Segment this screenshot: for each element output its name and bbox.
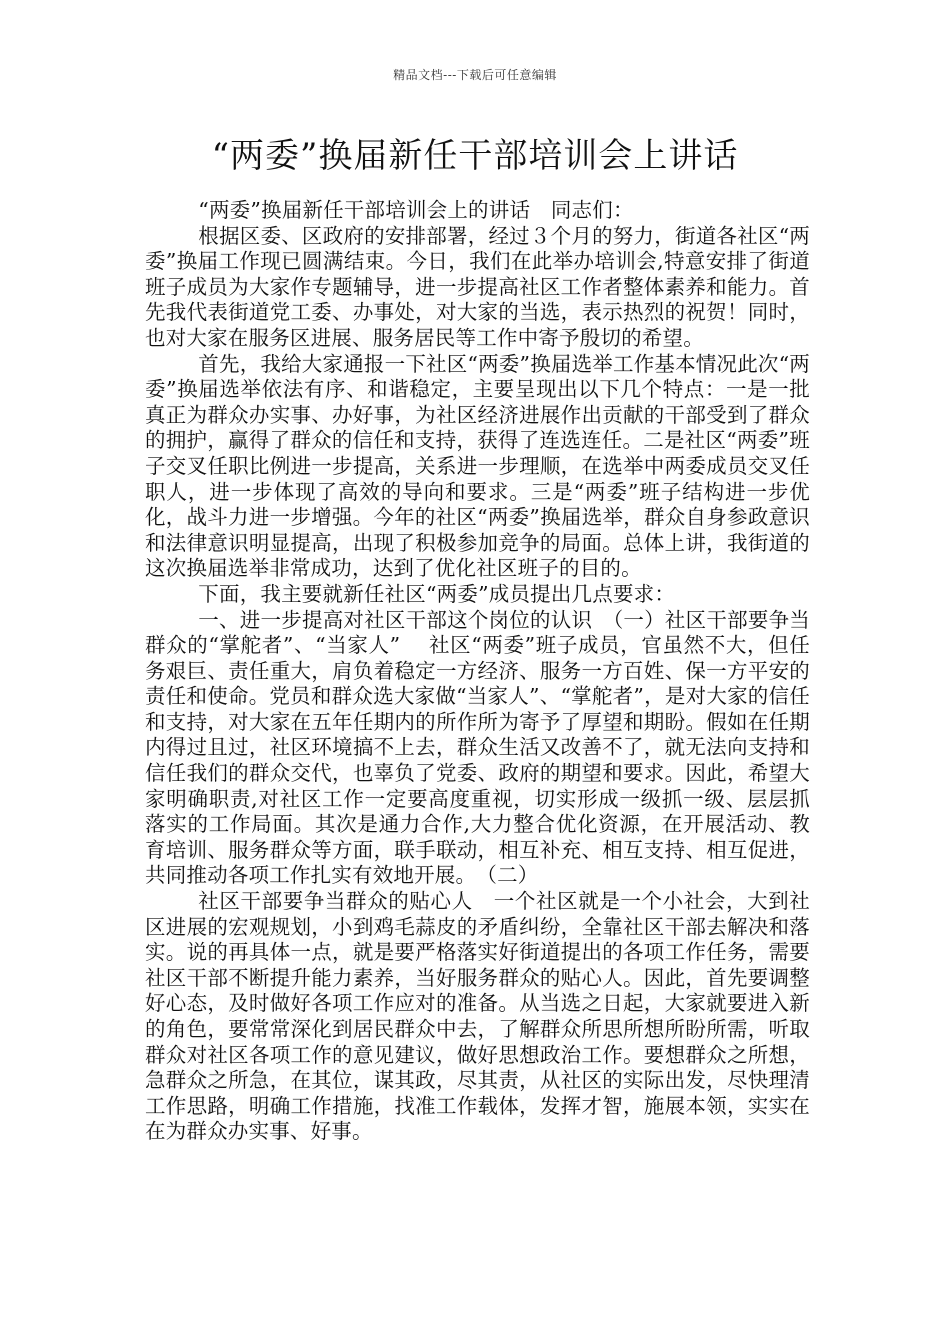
header-note: 精品文档---下载后可任意编辑 (393, 68, 557, 82)
paragraph-requirements-lead: 下面，我主要就新任社区“两委”成员提出几点要求： (198, 581, 676, 606)
paragraph-requirement-one: 一、进一步提高对社区干部这个岗位的认识 （一）社区干部要争当群众的“掌舵者”、“当家人” 社区“两委”班子成员，官虽然不大，但任务艰巨、责任重大，肩负着稳定一方经济、服务一方百姓、保一方平安的责任和使命。党员和群众选大家做“当家人”、“掌舵者”，是对大家的信任和支持，对大家在五年任期内的所作所为寄予了厚望和期盼。假如在任期内得过且过，社区环境搞不上去，群众生活又改善不了，就无法向支持和信任我们的群众交代，也辜负了党委、政府的期望和要求。因此，希望大家明确职责,对社区工作一定要高度重视，切实形成一级抓一级、层层抓落实的工作局面。其次是通力合作,大力整合优化资源，在开展活动、教育培训、服务群众等方面，联手联动，相互补充、相互支持、相互促进，共同推动各项工作扎实有效地开展。 （二） (145, 607, 810, 888)
paragraph-requirement-two: 社区干部要争当群众的贴心人 一个社区就是一个小社会，大到社区进展的宏观规划，小到鸡毛蒜皮的矛盾纠纷，全靠社区干部去解决和落实。说的再具体一点，就是要严格落实好街道提出的各项工作任务，需要社区干部不断提升能力素养，当好服务群众的贴心人。因此，首先要调整好心态，及时做好各项工作应对的准备。从当选之日起，大家就要进入新的角色，要常常深化到居民群众中去，了解群众所思所想所盼所需，听取群众对社区各项工作的意见建议，做好思想政治工作。要想群众之所想，急群众之所急，在其位，谋其政，尽其责，从社区的实际出发，尽快理清工作思路，明确工作措施，找准工作载体，发挥才智，施展本领，实实在在为群众办实事、好事。 (145, 889, 810, 1144)
paragraph-election-summary: 首先，我给大家通报一下社区“两委”换届选举工作基本情况此次“两委”换届选举依法有序、和谐稳定，主要呈现出以下几个特点：一是一批真正为群众办实事、办好事，为社区经济进展作出贡献的干部受到了群众的拥护，赢得了群众的信任和支持，获得了连选连任。二是社区“两委”班子交叉任职比例进一步提高，关系进一步理顺，在选举中两委成员交叉任职人，进一步体现了高效的导向和要求。三是“两委”班子结构进一步优化，战斗力进一步增强。今年的社区“两委”换届选举，群众自身参政意识和法律意识明显提高，出现了积极参加竞争的局面。总体上讲，我街道的这次换届选举非常成功，达到了优化社区班子的目的。 (145, 351, 810, 581)
paragraph-intro: 根据区委、区政府的安排部署，经过３个月的努力，街道各社区“两委”换届工作现已圆满结束。今日，我们在此举办培训会,特意安排了街道班子成员为大家作专题辅导，进一步提高社区工作者整体素养和能力。首先我代表街道党工委、办事处，对大家的当选，表示热烈的祝贺！同时，也对大家在服务区进展、服务居民等工作中寄予殷切的希望。 (145, 223, 810, 350)
paragraph-salutation: “两委”换届新任干部培训会上的讲话 同志们： (198, 198, 634, 222)
document-title: “两委”换届新任干部培训会上讲话 (211, 136, 739, 176)
document-body (145, 198, 810, 1145)
